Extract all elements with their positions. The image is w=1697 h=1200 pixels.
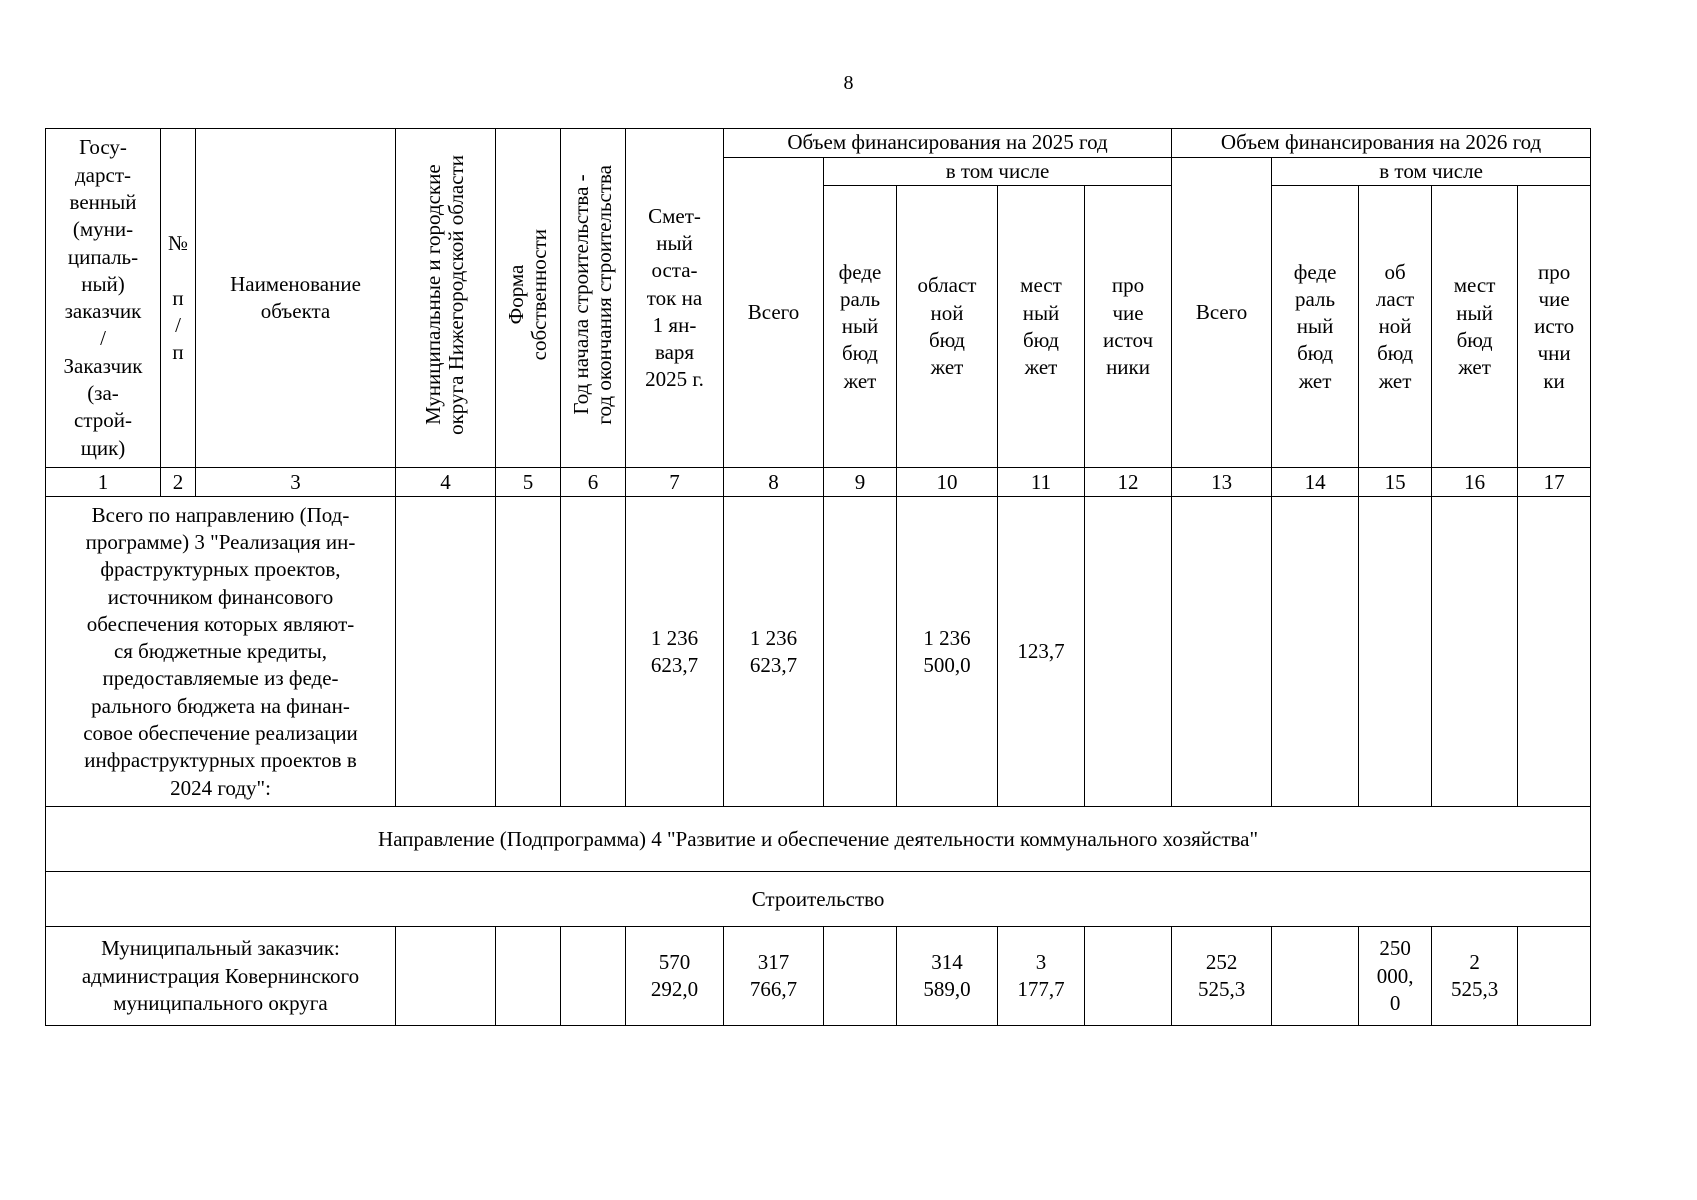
column-number: 2: [161, 468, 196, 497]
cell-empty: [1359, 497, 1432, 807]
header-other-2026: про чие исто чни ки: [1518, 186, 1591, 468]
customer-row: [46, 927, 1591, 1026]
header-fin-2025: Объем финансирования на 2025 год: [724, 129, 1172, 158]
cell-empty: [1172, 497, 1272, 807]
header-regional-2026: об ласт ной бюд жет: [1359, 186, 1432, 468]
column-number: 17: [1518, 468, 1591, 497]
column-numbers-row: [46, 468, 1591, 497]
header-object-name: Наименование объекта: [196, 129, 396, 468]
column-number: 12: [1085, 468, 1172, 497]
header-fin-2026: Объем финансирования на 2026 год: [1172, 129, 1591, 158]
header-regional-2025: област ной бюд жет: [897, 186, 998, 468]
column-number: 13: [1172, 468, 1272, 497]
customer-2026-other: [1518, 927, 1591, 1026]
header-incl-2026: в том числе: [1272, 158, 1591, 186]
customer-row-label: Муниципальный заказчик: администрация Ковернинского муниципального округа: [46, 927, 396, 1026]
total-row-label: Всего по направлению (Под- программе) 3 "Реализация ин- фраструктурных проектов, источником финансового обеспечения которых являют- ся бюджетные кредиты, предоставляемые из феде- рального бюджета на финан- совое обеспечение реализации инфраструктурных проектов в 2024 году":: [46, 497, 396, 807]
customer-2026-local: 2 525,3: [1432, 927, 1518, 1026]
header-municipality-text: Муниципальные и городские округа Нижегородской области: [421, 154, 469, 435]
customer-2025-total: 317 766,7: [724, 927, 824, 1026]
cell-empty: [1432, 497, 1518, 807]
page-number: 8: [843, 72, 854, 94]
cell-municipality: [396, 497, 496, 807]
column-number: 6: [561, 468, 626, 497]
header-local-2026: мест ный бюд жет: [1432, 186, 1518, 468]
header-row-number: № п / п: [161, 129, 196, 468]
section-title: Направление (Подпрограмма) 4 "Развитие и обеспечение деятельности коммунального хозяйства": [46, 807, 1591, 872]
header-ownership-text: Форма собственности: [503, 228, 551, 361]
total-estimate: 1 236 623,7: [626, 497, 724, 807]
header-ownership: [496, 129, 561, 468]
column-number: 4: [396, 468, 496, 497]
header-federal-2026: феде раль ный бюд жет: [1272, 186, 1359, 468]
column-number: 1: [46, 468, 161, 497]
customer-estimate: 570 292,0: [626, 927, 724, 1026]
header-years: [561, 129, 626, 468]
header-years-text: Год начала строительства - год окончания строительства: [568, 164, 616, 425]
cell-ownership: [496, 927, 561, 1026]
customer-2026-total: 252 525,3: [1172, 927, 1272, 1026]
column-number: 10: [897, 468, 998, 497]
total-row: [46, 497, 1591, 807]
header-total-2025: Всего: [724, 158, 824, 468]
header-municipality: [396, 129, 496, 468]
cell-empty: [1272, 497, 1359, 807]
header-local-2025: мест ный бюд жет: [998, 186, 1085, 468]
column-number: 15: [1359, 468, 1432, 497]
customer-2026-federal: [1272, 927, 1359, 1026]
column-number: 11: [998, 468, 1085, 497]
customer-2025-other: [1085, 927, 1172, 1026]
subsection-title: Строительство: [46, 872, 1591, 927]
column-number: 8: [724, 468, 824, 497]
total-2025-local: 123,7: [998, 497, 1085, 807]
header-estimate: Смет- ный оста- ток на 1 ян- варя 2025 г.: [626, 129, 724, 468]
header-total-2026: Всего: [1172, 158, 1272, 468]
customer-2026-regional: 250 000, 0: [1359, 927, 1432, 1026]
total-2025-regional: 1 236 500,0: [897, 497, 998, 807]
financing-table: [45, 128, 1591, 1026]
cell-years: [561, 927, 626, 1026]
total-2025-other: [1085, 497, 1172, 807]
cell-ownership: [496, 497, 561, 807]
total-2025-all: 1 236 623,7: [724, 497, 824, 807]
cell-municipality: [396, 927, 496, 1026]
header-customer: Госу- дарст- венный (муни- ципаль- ный) заказчик / Заказчик (за- строй- щик): [46, 129, 161, 468]
column-number: 14: [1272, 468, 1359, 497]
total-2025-federal: [824, 497, 897, 807]
cell-empty: [1518, 497, 1591, 807]
cell-years: [561, 497, 626, 807]
column-number: 9: [824, 468, 897, 497]
column-number: 7: [626, 468, 724, 497]
customer-2025-federal: [824, 927, 897, 1026]
column-number: 16: [1432, 468, 1518, 497]
header-incl-2025: в том числе: [824, 158, 1172, 186]
header-federal-2025: феде раль ный бюд жет: [824, 186, 897, 468]
column-number: 3: [196, 468, 396, 497]
customer-2025-local: 3 177,7: [998, 927, 1085, 1026]
customer-2025-regional: 314 589,0: [897, 927, 998, 1026]
header-other-2025: про чие источ ники: [1085, 186, 1172, 468]
column-number: 5: [496, 468, 561, 497]
